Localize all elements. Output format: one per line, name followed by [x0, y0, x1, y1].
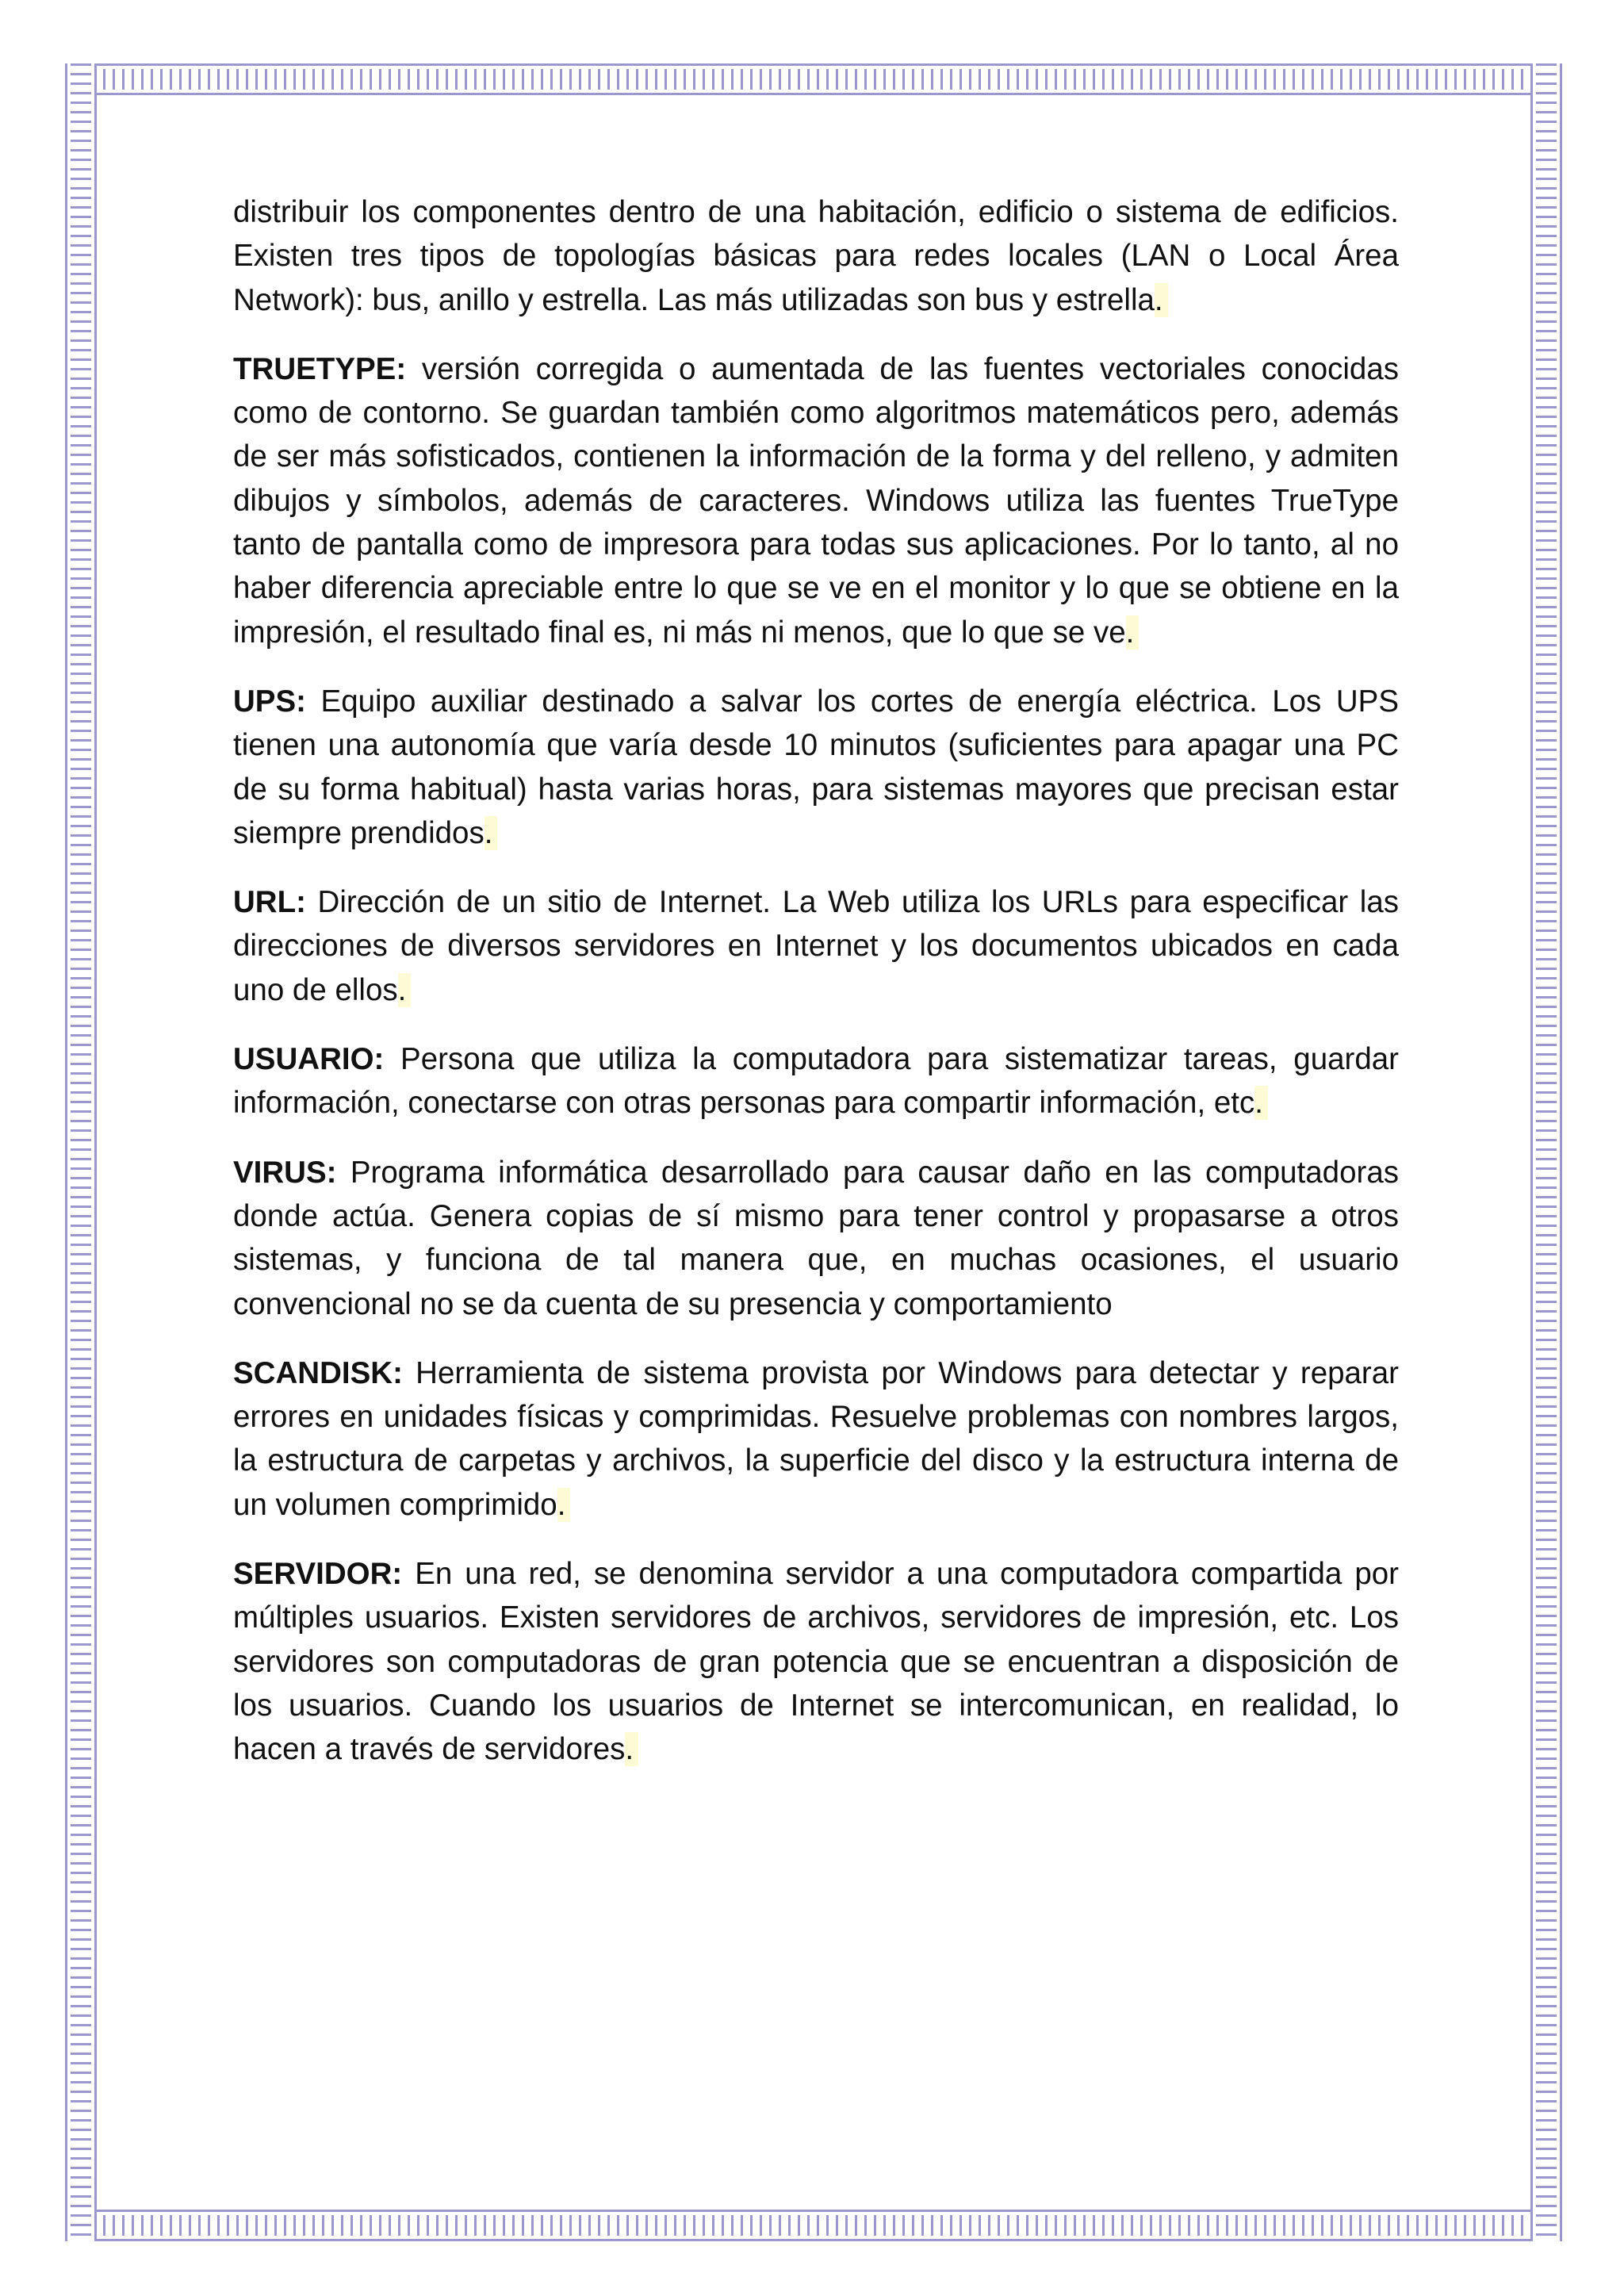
- entry-term: VIRUS:: [233, 1155, 337, 1190]
- entry-term: USUARIO:: [233, 1042, 385, 1077]
- entry-end-highlight: .: [1126, 615, 1139, 650]
- entry-term: URL:: [233, 885, 306, 920]
- glossary-entry-truetype: [233, 347, 1399, 654]
- greek-key-border-right: [1530, 63, 1562, 2241]
- entry-term: TRUETYPE:: [233, 351, 407, 386]
- glossary-entry-servidor: [233, 1552, 1399, 1771]
- glossary-entry-virus: [233, 1151, 1399, 1326]
- greek-key-border-top: [65, 63, 1562, 95]
- entry-text: En una red, se denomina servidor a una computadora compartida por múltiples usuarios. Existen servidores de archivos, servidores de impresión, etc. Los servidores son computadoras de gran potencia que se encuentran a disposición de los usuarios. Cuando los usuarios de Internet se intercomunican, en realidad, lo hacen a través de servidores: [233, 1557, 1399, 1767]
- entry-end-highlight: .: [485, 816, 498, 850]
- glossary-entry-scandisk: [233, 1351, 1399, 1527]
- entry-text: versión corregida o aumentada de las fuentes vectoriales conocidas como de contorno. Se guardan también como algoritmos matemáticos pero, además de ser más sofisticados, contienen la información de la forma y del relleno, y admiten dibujos y símbolos, además de caracteres. Windows utiliza las fuentes TrueType tanto de pantalla como de impresora para todas sus aplicaciones. Por lo tanto, al no haber diferencia apreciable entre lo que se ve en el monitor y lo que se obtiene en la impresión, el resultado final es, ni más ni menos, que lo que se ve: [233, 351, 1399, 650]
- entry-term: SCANDISK:: [233, 1355, 403, 1390]
- greek-key-border-bottom: [65, 2210, 1562, 2241]
- entry-end-highlight: .: [398, 973, 412, 1007]
- entry-text: Equipo auxiliar destinado a salvar los cortes de energía eléctrica. Los UPS tienen una autonomía que varía desde 10 minutos (suficientes para apagar una PC de su forma habitual) hasta varias horas, para sistemas mayores que precisan estar siempre prendidos: [233, 684, 1399, 850]
- entry-end-highlight: .: [557, 1488, 571, 1522]
- glossary-entry-topologia-continuation: [233, 190, 1399, 322]
- entry-term: UPS:: [233, 684, 306, 719]
- glossary-entry-ups: [233, 680, 1399, 855]
- entry-text: Persona que utiliza la computadora para sistematizar tareas, guardar información, conectarse con otras personas para compartir información, etc: [233, 1042, 1399, 1121]
- glossary-entry-url: [233, 880, 1399, 1012]
- glossary-entry-usuario: [233, 1037, 1399, 1125]
- glossary-content: [233, 190, 1399, 1797]
- entry-text: Dirección de un sitio de Internet. La Web utiliza los URLs para especificar las direcciones de diversos servidores en Internet y los documentos ubicados en cada uno de ellos: [233, 885, 1400, 1007]
- entry-end-highlight: .: [1254, 1086, 1268, 1120]
- entry-term: SERVIDOR:: [233, 1557, 403, 1592]
- entry-end-highlight: .: [625, 1732, 638, 1766]
- entry-text: Programa informática desarrollado para causar daño en las computadoras donde actúa. Genera copias de sí mismo para tener control y propasarse a otros sistemas, y funciona de tal manera que, en muchas ocasiones, el usuario convencional no se da cuenta de su presencia y comportamiento: [233, 1155, 1399, 1321]
- entry-end-highlight: .: [1155, 283, 1168, 317]
- entry-text: distribuir los componentes dentro de una habitación, edificio o sistema de edificios. Existen tres tipos de topologías básicas para redes locales (LAN o Local Área Network): bus, anillo y estrella. Las más utilizadas son bus y estrella: [233, 195, 1399, 317]
- greek-key-border-left: [65, 63, 97, 2241]
- entry-text: Herramienta de sistema provista por Windows para detectar y reparar errores en unidades físicas y comprimidas. Resuelve problemas con nombres largos, la estructura de carpetas y archivos, la superficie del disco y la estructura interna de un volumen comprimido: [233, 1355, 1399, 1522]
